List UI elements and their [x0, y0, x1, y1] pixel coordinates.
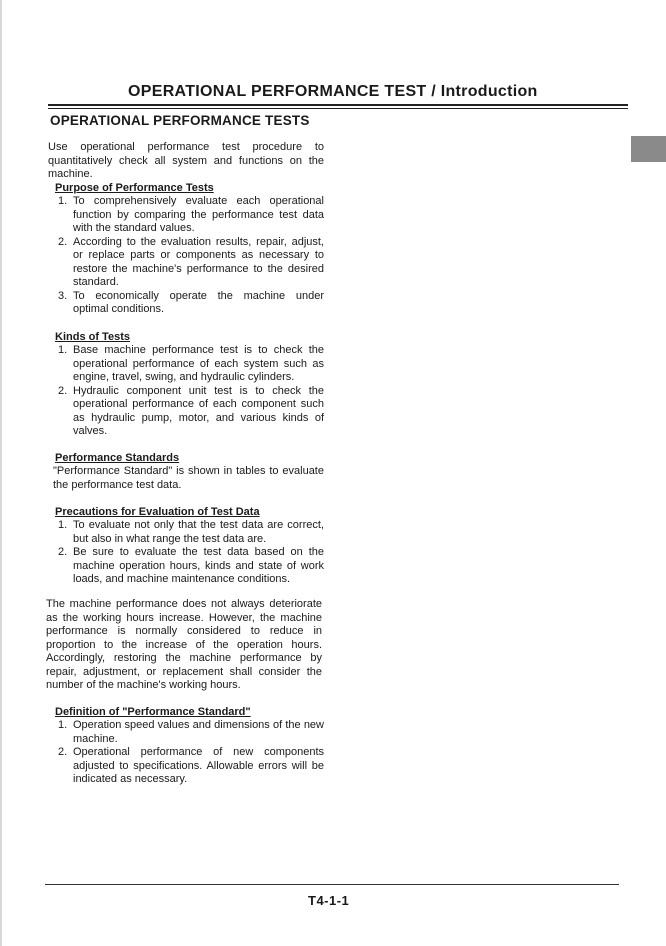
- intro-paragraph: Use operational performance test procedure to quantitatively check all system and functions on the machine.: [48, 141, 324, 180]
- header-rule-thick: [48, 104, 628, 106]
- footer-rule: [45, 884, 619, 885]
- kinds-section: [48, 330, 324, 439]
- section-title: OPERATIONAL PERFORMANCE TESTS: [50, 113, 310, 128]
- list-item: 2. Be sure to evaluate the test data based on the machine operation hours, kinds and state of work loads, and machine maintenance conditions.: [58, 546, 324, 585]
- standards-section: [48, 451, 324, 492]
- list-item: 2. Operational performance of new components adjusted to specifications. Allowable errors will be indicated as necessary.: [58, 746, 324, 785]
- intro-block: [48, 141, 324, 182]
- kinds-list: [48, 344, 324, 439]
- page-header-title: OPERATIONAL PERFORMANCE TEST / Introduction: [128, 83, 538, 100]
- section-tab-marker: [631, 136, 666, 162]
- precautions-list: [48, 519, 324, 587]
- purpose-list: [48, 195, 324, 317]
- page-number: T4-1-1: [308, 893, 350, 908]
- list-item: 1. Base machine performance test is to check the operational performance of each system such as engine, travel, swing, and hydraulic cylinders.: [58, 344, 324, 383]
- precautions-section: [48, 505, 324, 587]
- list-item: 3. To economically operate the machine under optimal conditions.: [58, 289, 324, 315]
- precautions-heading: Precautions for Evaluation of Test Data: [55, 506, 260, 518]
- definition-list: [48, 719, 324, 787]
- kinds-heading: Kinds of Tests: [55, 331, 130, 343]
- list-item: 1. To evaluate not only that the test data are correct, but also in what range the test data are.: [58, 519, 324, 545]
- definition-section: [48, 705, 324, 787]
- deterioration-paragraph: The machine performance does not always deteriorate as the working hours increase. However, the machine performance is normally considered to reduce in proportion to the increase of the operation hours. Accordingly, restoring the machine performance by repair, adjustment, or replacement shall consider the number of the machine's working hours.: [46, 598, 322, 691]
- standards-heading: Performance Standards: [55, 452, 180, 464]
- list-item: 2. According to the evaluation results, repair, adjust, or replace parts or components as necessary to restore the machine's performance to the desired standard.: [58, 235, 324, 288]
- page-edge: [0, 0, 2, 946]
- list-item: 1. To comprehensively evaluate each operational function by comparing the performance test data with the standard values.: [58, 195, 324, 234]
- standards-paragraph: "Performance Standard" is shown in tables to evaluate the performance test data.: [53, 465, 324, 491]
- purpose-heading: Purpose of Performance Tests: [55, 182, 214, 194]
- list-item: 2. Hydraulic component unit test is to check the operational performance of each component such as hydraulic pump, motor, and various kinds of valves.: [58, 384, 324, 437]
- list-item: 1. Operation speed values and dimensions of the new machine.: [58, 719, 324, 745]
- header-rule-thin: [48, 108, 628, 109]
- deterioration-block: [46, 598, 322, 693]
- definition-heading: Definition of "Performance Standard": [55, 706, 251, 718]
- purpose-section: [48, 181, 324, 317]
